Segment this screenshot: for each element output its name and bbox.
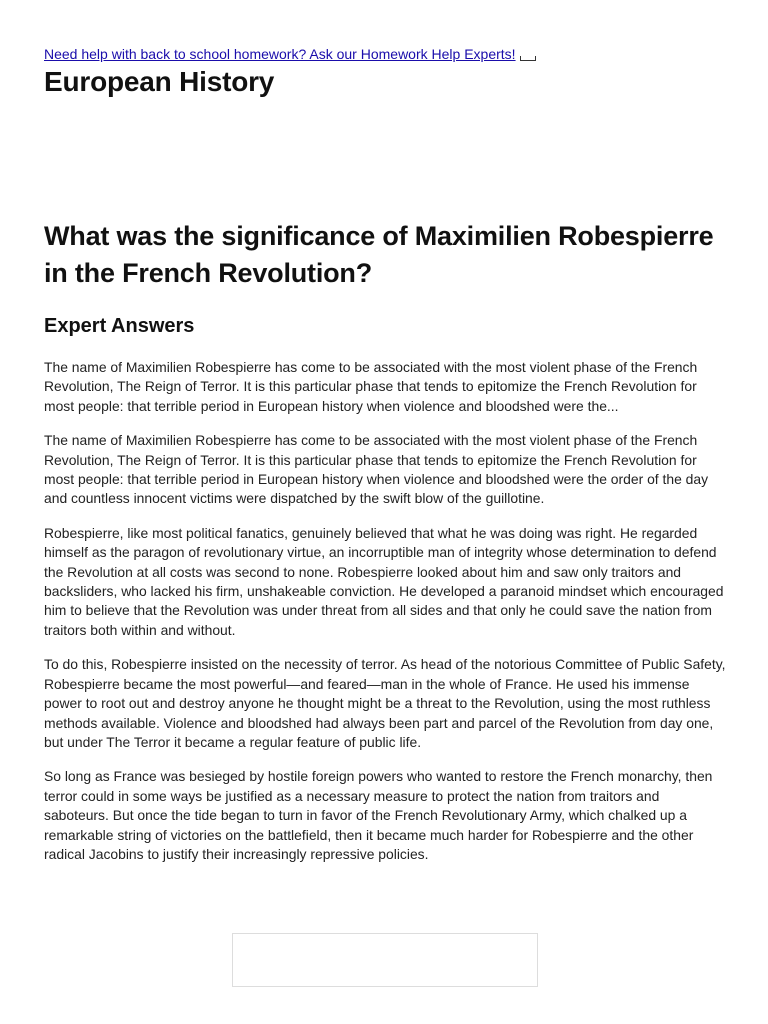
answer-body xyxy=(44,358,728,879)
expert-answers-heading: Expert Answers xyxy=(44,315,195,337)
answer-paragraph: The name of Maximilien Robespierre has come to be associated with the most violent phase of the French Revolution, The Reign of Terror. It is this particular phase that tends to epitomize the French Revolution for most people: that terrible period in European history when violence and bloodshed were the... xyxy=(44,359,698,414)
answer-paragraph: So long as France was besieged by hostile foreign powers who wanted to restore the French monarchy, then terror could in some ways be justified as a necessary measure to protect the nation from traitors and saboteurs. But once the tide began to turn in favor of the French Revolutionary Army, which chalked up a remarkable string of victories on the battlefield, then it became much harder for Robespierre and the other radical Jacobins to justify their increasingly repressive policies. xyxy=(44,768,713,862)
answer-paragraph: Robespierre, like most political fanatics, genuinely believed that what he was doing was right. He regarded himself as the paragon of revolutionary virtue, an incorruptible man of integrity whose determination to defend the Revolution at all costs was second to none. Robespierre looked about him and saw only traitors and backsliders, who lacked his firm, unshakeable conviction. He developed a paranoid mindset which encouraged him to believe that the Revolution was under threat from all sides and that only he could save the nation from traitors both within and without. xyxy=(44,524,724,638)
ad-placeholder xyxy=(232,933,538,987)
answer-paragraph: To do this, Robespierre insisted on the necessity of terror. As head of the notorious Committee of Public Safety, Robespierre became the most powerful—and feared—man in the whole of France. He used his immense power to root out and destroy anyone he thought might be a threat to the Revolution, using the most ruthless methods available. Violence and bloodshed had always been part and parcel of the Revolution from day one, but under The Terror it became a regular feature of public life. xyxy=(44,656,726,750)
homework-help-link[interactable]: Need help with back to school homework? Ask our Homework Help Experts! xyxy=(44,46,516,62)
promo-banner xyxy=(44,44,536,64)
subject-title: European History xyxy=(44,66,275,97)
promo-marker-icon[interactable] xyxy=(520,56,536,61)
question-title: What was the significance of Maximilien Robespierre in the French Revolution? xyxy=(44,221,714,288)
answer-paragraph: The name of Maximilien Robespierre has come to be associated with the most violent phase of the French Revolution, The Reign of Terror. It is this particular phase that tends to epitomize the French Revolution for most people: that terrible period in European history when violence and bloodshed were the order of the day and countless innocent victims were dispatched by the swift blow of the guillotine. xyxy=(44,432,709,507)
